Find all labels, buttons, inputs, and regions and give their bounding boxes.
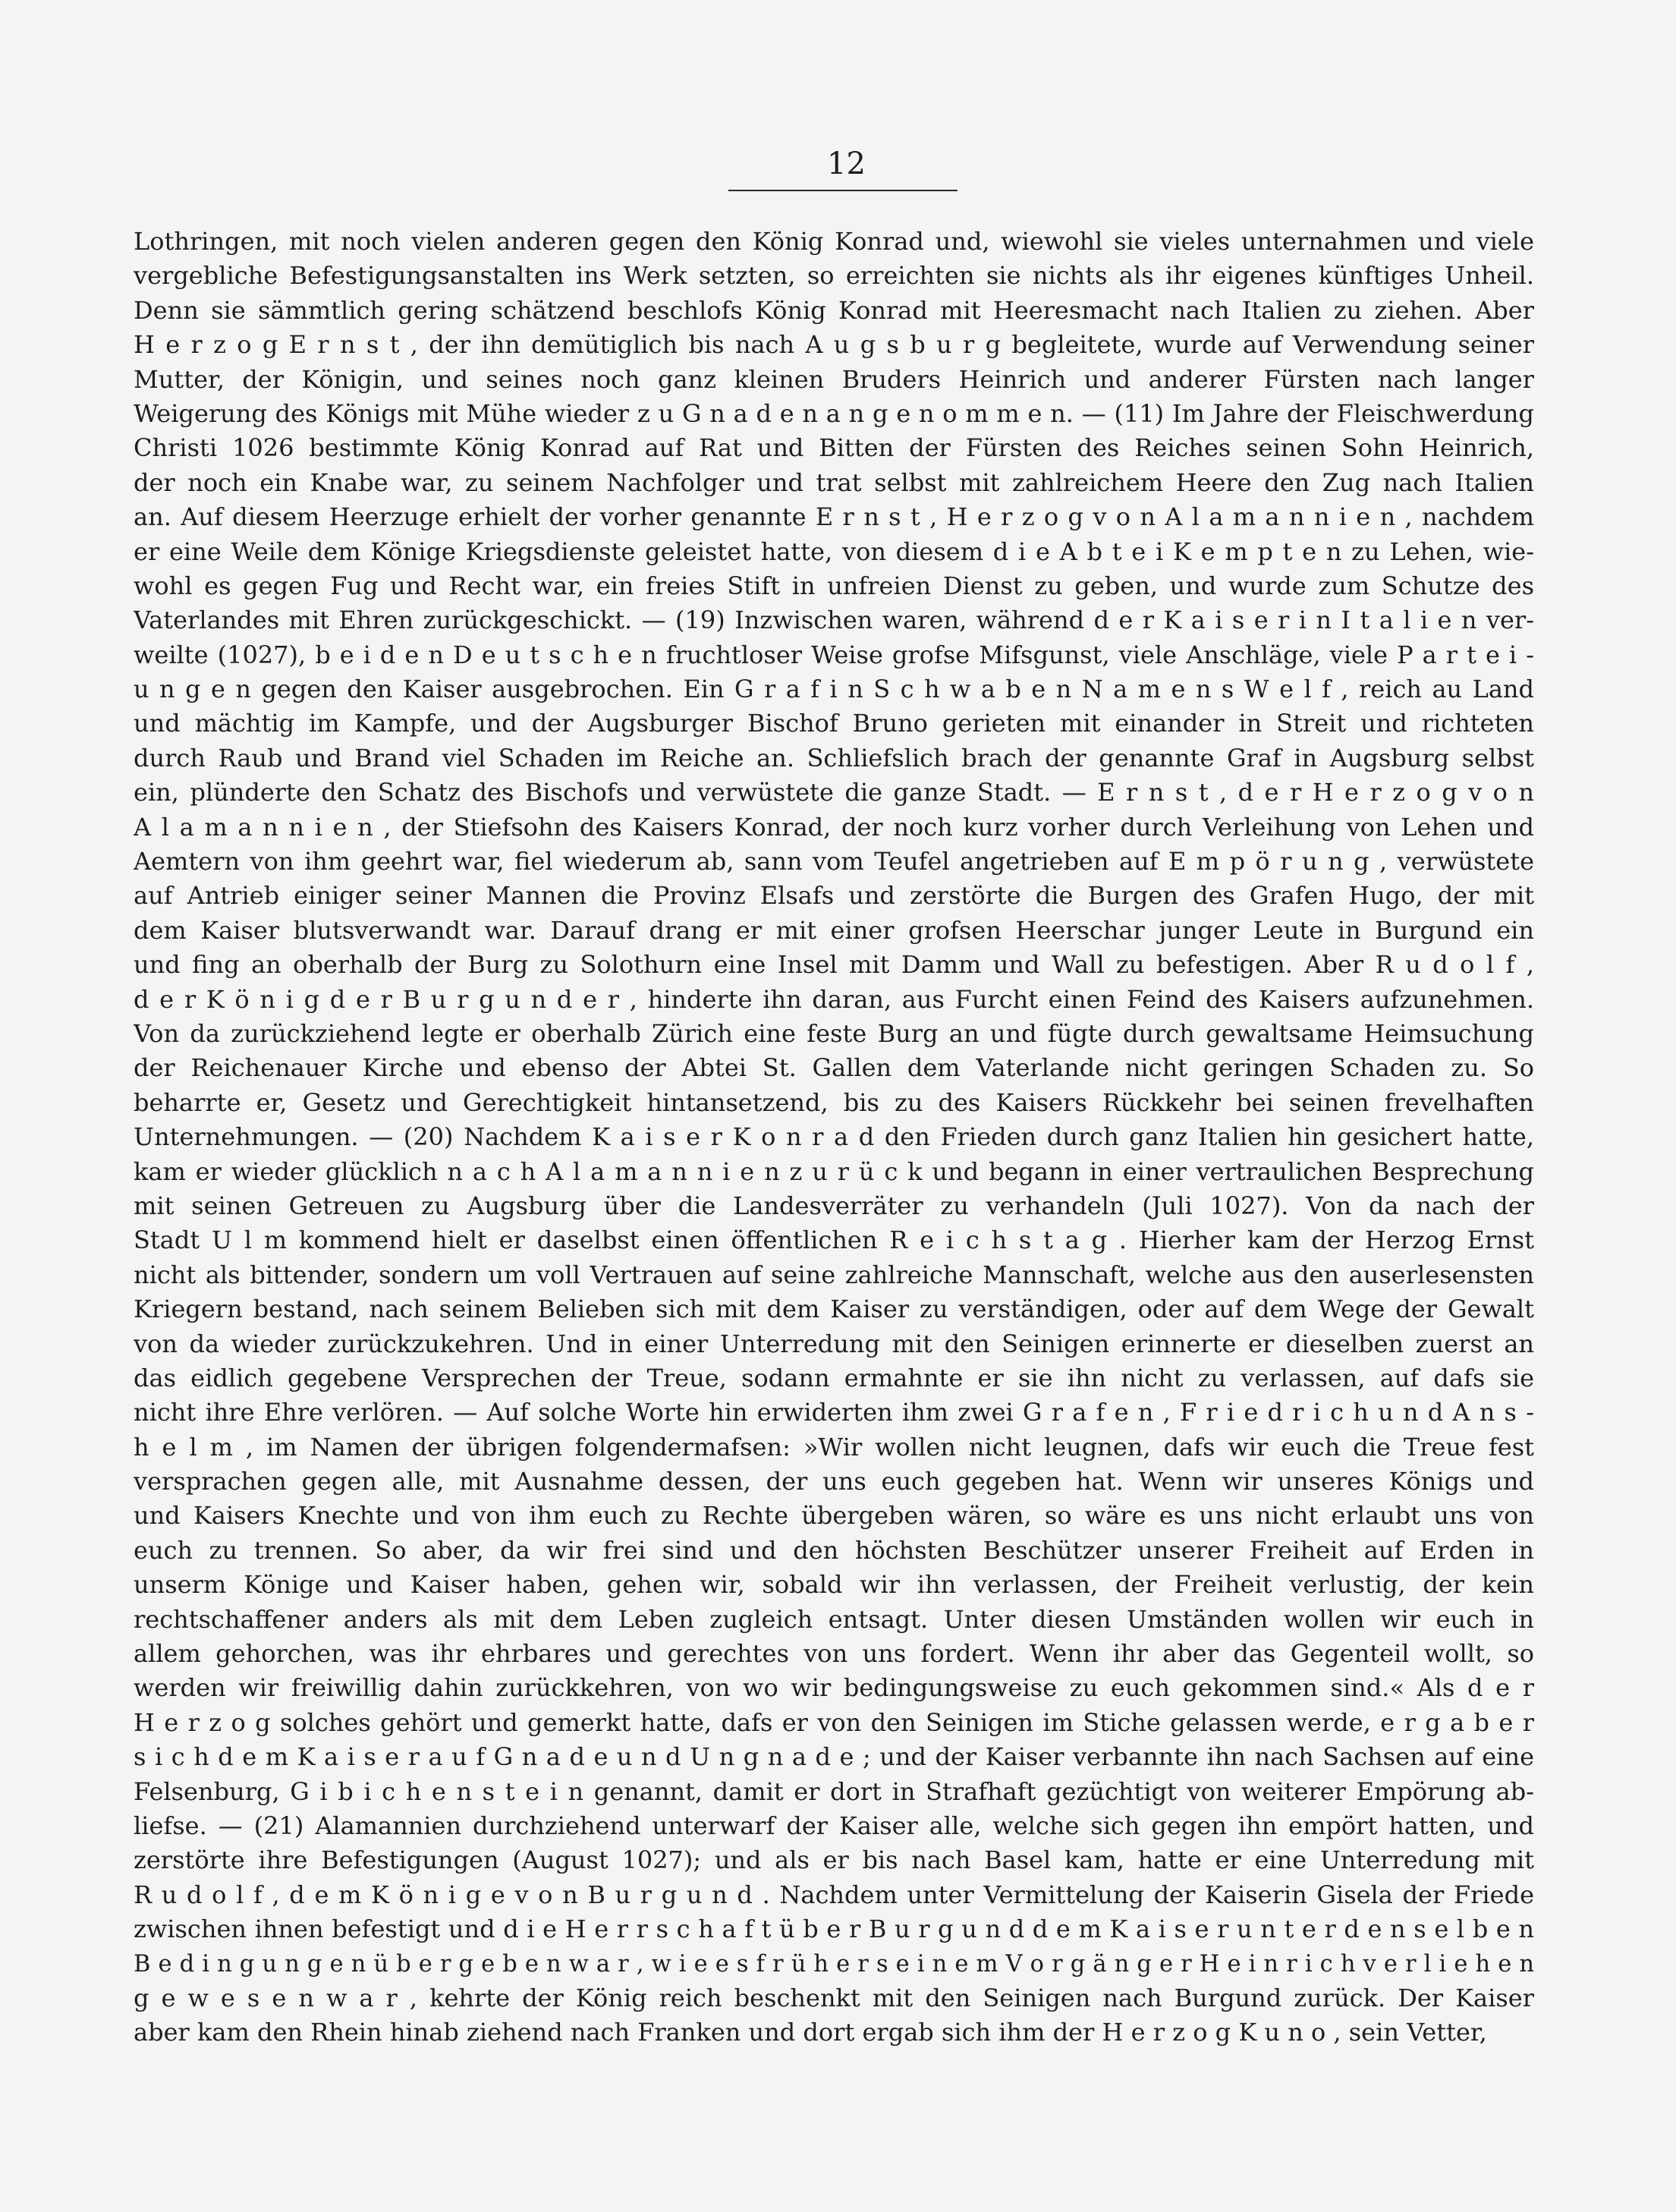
text-line: Weigerung des Königs mit Mühe wieder z u G n a d e n a n g e n o m m e n. — (11) Im Jahre der Fleischwerdung <box>134 398 1534 428</box>
text-line: Christi 1026 bestimmte König Konrad auf Rat und Bitten der Fürsten des Reiches seinen Sohn Heinrich, <box>134 433 1534 463</box>
text-line: A l a m a n n i e n , der Stiefsohn des Kaisers Konrad, der noch kurz vorher durch Verleihung von Lehen und <box>134 812 1534 842</box>
text-line: Stadt U l m kommend hielt er daselbst einen öffentlichen R e i c h s t a g . Hierher kam der Herzog Ernst <box>134 1226 1534 1255</box>
text-line: nicht als bittender, sondern um voll Vertrauen auf seine zahlreiche Mannschaft, welche aus den auserlesensten <box>134 1260 1534 1289</box>
text-line: beharrte er, Gesetz und Gerechtigkeit hintansetzend, bis zu des Kaisers Rückkehr bei seinen frevelhaften <box>134 1087 1534 1117</box>
text-line: ein, plünderte den Schatz des Bischofs und verwüstete die ganze Stadt. — E r n s t , d e r H e r z o g v o n <box>134 778 1534 807</box>
text-line: durch Raub und Brand viel Schaden im Reiche an. Schliefslich brach der genannte Graf in Augsburg selbst <box>134 743 1534 772</box>
text-line: Lothringen, mit noch vielen anderen gegen den König Konrad und, wiewohl sie vieles unternahmen und viele <box>134 227 1534 256</box>
text-line: Mutter, der Königin, und seines noch ganz kleinen Bruders Heinrich und anderer Fürsten nach langer <box>134 364 1534 394</box>
text-line: u n g e n gegen den Kaiser ausgebrochen. Ein G r a f i n S c h w a b e n N a m e n s W e l f , reich au Land <box>134 675 1534 704</box>
text-line: R u d o l f , d e m K ö n i g e v o n B u r g u n d . Nachdem unter Vermittelung der Kaiserin Gisela der Friede <box>134 1880 1534 1909</box>
text-line: nicht ihre Ehre verlören. — Auf solche Worte hin erwiderten ihm zwei G r a f e n , F r i e d r i c h u n d A n s - <box>134 1398 1534 1427</box>
text-line: versprachen gegen alle, mit Ausnahme dessen, der uns euch gegeben hat. Wenn wir unseres Königs und <box>134 1467 1534 1496</box>
text-line: der noch ein Knabe war, zu seinem Nachfolger und trat selbst mit zahlreichem Heere den Zug nach Italien <box>134 467 1534 497</box>
text-line: Aemtern von ihm geehrt war, fiel wiederum ab, sann vom Teufel angetrieben auf E m p ö r u n g , verwüstete <box>134 847 1534 876</box>
text-line: Von da zurückziehend legte er oberhalb Zürich eine feste Burg an und fügte durch gewaltsame Heimsuchung <box>134 1018 1534 1048</box>
text-line: Denn sie sämmtlich gering schätzend beschlofs König Konrad mit Heeresmacht nach Italien zu ziehen. Aber <box>134 295 1534 325</box>
text-line: allem gehorchen, was ihr ehrbares und gerechtes von uns fordert. Wenn ihr aber das Gegenteil wollt, so <box>134 1639 1534 1669</box>
text-line: er eine Weile dem Könige Kriegsdienste geleistet hatte, von diesem d i e A b t e i K e m p t e n zu Lehen, wie- <box>134 536 1534 566</box>
text-line: an. Auf diesem Heerzuge erhielt der vorher genannte E r n s t , H e r z o g v o n A l a m a n n i e n , nachdem <box>134 502 1534 532</box>
text-line: das eidlich gegebene Versprechen der Treue, sodann ermahnte er sie ihn nicht zu verlassen, auf dafs sie <box>134 1363 1534 1392</box>
text-line: euch zu trennen. So aber, da wir frei sind und den höchsten Beschützer unserer Freiheit auf Erden in <box>134 1535 1534 1565</box>
text-line: und fing an oberhalb der Burg zu Solothurn eine Insel mit Damm und Wall zu befestigen. Aber R u d o l f , <box>134 950 1534 980</box>
text-line: kam er wieder glücklich n a c h A l a m a n n i e n z u r ü c k und begann in einer vertraulichen Besprechung <box>134 1156 1534 1186</box>
text-line: dem Kaiser blutsverwandt war. Darauf drang er mit einer grofsen Heerschar junger Leute in Burgund ein <box>134 915 1534 945</box>
text-line: mit seinen Getreuen zu Augsburg über die Landesverräter zu verhandeln (Juli 1027). Von da nach der <box>134 1191 1534 1220</box>
header-rule <box>728 190 957 191</box>
text-line: Unternehmungen. — (20) Nachdem K a i s e r K o n r a d den Frieden durch ganz Italien hin gesichert hatte, <box>134 1122 1534 1152</box>
text-line: Felsenburg, G i b i c h e n s t e i n genannt, damit er dort in Strafhaft gezüchtigt von weiterer Empörung ab- <box>134 1776 1534 1806</box>
text-line: unserm Könige und Kaiser haben, gehen wir, sobald wir ihn verlassen, der Freiheit verlustig, der kein <box>134 1570 1534 1600</box>
text-line: d e r K ö n i g d e r B u r g u n d e r , hinderte ihn daran, aus Furcht einen Feind des Kaisers aufzunehmen. <box>134 984 1534 1014</box>
text-line: B e d i n g u n g e n ü b e r g e b e n w a r , w i e e s f r ü h e r s e i n e m V o r g ä n g e r H e i n r i c h v e r l i e h e n <box>134 1950 1534 1978</box>
text-line: und mächtig im Kampfe, und der Augsburger Bischof Bruno gerieten mit einander in Streit und richteten <box>134 709 1534 738</box>
text-line: Vaterlandes mit Ehren zurückgeschickt. — (19) Inzwischen waren, während d e r K a i s e r i n I t a l i e n ver- <box>134 606 1534 635</box>
text-line: werden wir freiwillig dahin zurückkehren, von wo wir bedingungsweise zu euch gekommen sind.« Als d e r <box>134 1673 1534 1703</box>
text-line: h e l m , im Namen der übrigen folgendermafsen: »Wir wollen nicht leugnen, dafs wir euch die Treue fest <box>134 1432 1534 1462</box>
page-number: 12 <box>827 146 866 181</box>
text-line: wohl es gegen Fug und Recht war, ein freies Stift in unfreien Dienst zu geben, und wurde zum Schutze des <box>134 571 1534 600</box>
text-line: g e w e s e n w a r , kehrte der König reich beschenkt mit den Seinigen nach Burgund zurück. Der Kaiser <box>134 1983 1534 2012</box>
text-line: zwischen ihnen befestigt und d i e H e r r s c h a f t ü b e r B u r g u n d d e m K a i s e r u n t e r d e n s e l b e n <box>134 1915 1534 1944</box>
text-line: der Reichenauer Kirche und ebenso der Abtei St. Gallen dem Vaterlande nicht geringen Schaden zu. So <box>134 1053 1534 1083</box>
text-line: H e r z o g E r n s t , der ihn demütiglich bis nach A u g s b u r g begleitete, wurde auf Verwendung seiner <box>134 330 1534 360</box>
text-line: aber kam den Rhein hinab ziehend nach Franken und dort ergab sich ihm der H e r z o g K u n o , sein Vetter, <box>134 2018 1487 2047</box>
text-line: rechtschaffener anders als mit dem Leben zugleich entsagt. Unter diesen Umständen wollen wir euch in <box>134 1604 1534 1634</box>
text-line: zerstörte ihre Befestigungen (August 1027); und als er bis nach Basel kam, hatte er eine Unterredung mit <box>134 1845 1534 1875</box>
text-line: weilte (1027), b e i d e n D e u t s c h e n fruchtloser Weise grofse Mifsgunst, viele Anschläge, viele P a r t e i - <box>134 640 1534 669</box>
text-line: H e r z o g solches gehört und gemerkt hatte, dafs er von den Seinigen im Stiche gelassen werde, e r g a b e r <box>134 1707 1534 1737</box>
body-text <box>134 225 1534 2050</box>
text-line: liefse. — (21) Alamannien durchziehend unterwarf der Kaiser alle, welche sich gegen ihn empört hatten, und <box>134 1811 1534 1840</box>
text-line: Kriegern bestand, nach seinem Belieben sich mit dem Kaiser zu verständigen, oder auf dem Wege der Gewalt <box>134 1295 1534 1324</box>
text-line: von da wieder zurückzukehren. Und in einer Unterredung mit den Seinigen erinnerte er dieselben zuerst an <box>134 1329 1534 1358</box>
text-line: auf Antrieb einiger seiner Mannen die Provinz Elsafs und zerstörte die Burgen des Grafen Hugo, der mit <box>134 881 1534 911</box>
text-line: und Kaisers Knechte und von ihm euch zu Rechte übergeben wären, so wäre es uns nicht erlaubt uns von <box>134 1501 1534 1531</box>
text-line: s i c h d e m K a i s e r a u f G n a d e u n d U n g n a d e ; und der Kaiser verbannte ihn nach Sachsen auf eine <box>134 1742 1534 1772</box>
text-line: vergebliche Befestigungsanstalten ins Werk setzten, so erreichten sie nichts als ihr eigenes künftiges Unheil. <box>134 261 1534 291</box>
